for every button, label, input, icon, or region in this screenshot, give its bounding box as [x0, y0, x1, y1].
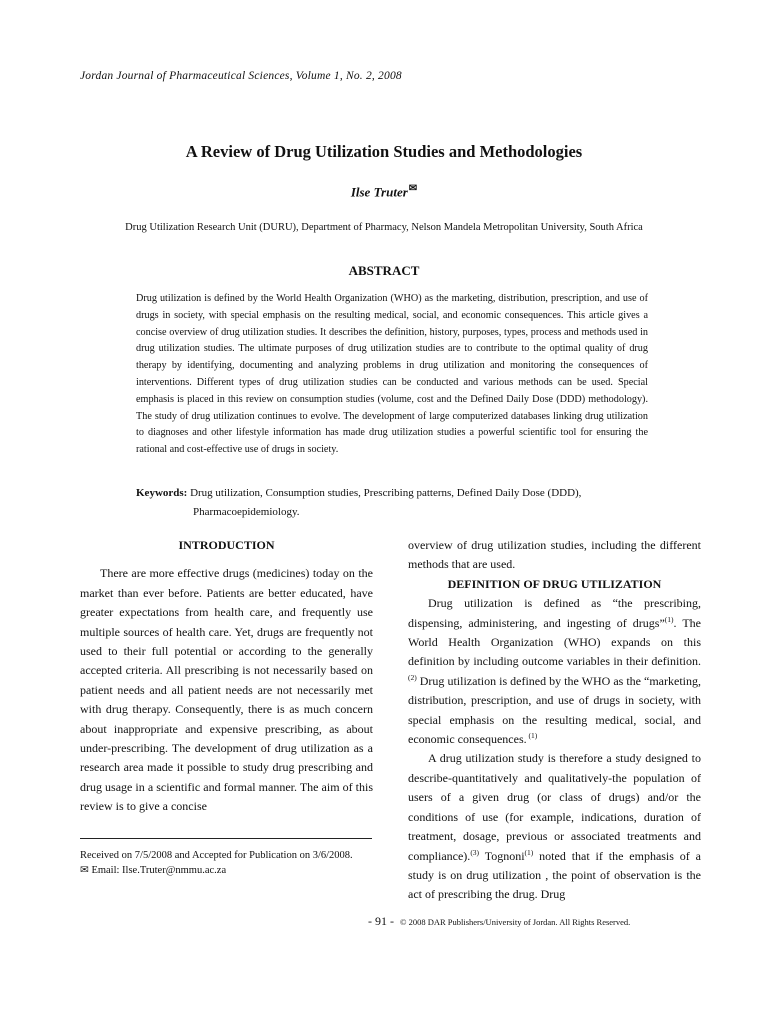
def-p2-text-c: noted that if the emphasis of a study is on drug utilization , the point of observation is the act of prescribing the drug. Drug [408, 848, 701, 902]
mail-icon: ✉ [80, 865, 89, 876]
keywords-label: Keywords: [136, 487, 188, 499]
affiliation: Drug Utilization Research Unit (DURU), Department of Pharmacy, Nelson Mandela Metropolitan University, South Africa [125, 222, 643, 233]
abstract-text: Drug utilization is defined by the World Health Organization (WHO) as the marketing, distribution, prescription, and use of drugs in society, with special emphasis on the resulting medical, social, and economic consequences. This article gives a concise overview of drug utilization studies. It describes the definition, history, purposes, types, process and methods used in drug utilization studies. The ultimate purposes of drug utilization studies are to contribute to the optimal quality of drug therapy by identifying, documenting and analyzing problems in drug utilization and monitoring the consequences of interventions. Different types of drug utilization studies can be conducted and various methods can be used. Special emphasis is placed in this review on consumption studies (volume, cost and the Defined Daily Dose (DDD) methodology). The study of drug utilization continues to evolve. The development of large computerized databases linking drug utilization to diagnoses and other lifestyle information has made drug utilization studies a powerful scientific tool for ensuring the rational and cost-effective use of drugs in society. [136, 293, 648, 456]
footnote-received: Received on 7/5/2008 and Accepted for Publication on 3/6/2008. [80, 850, 353, 861]
definition-heading: DEFINITION OF DRUG UTILIZATION [447, 576, 662, 591]
footnote-email-line [80, 863, 370, 878]
author [0, 183, 768, 200]
page-number: - 91 - [368, 914, 394, 928]
footnote-email: Email: Ilse.Truter@nmmu.ac.za [91, 865, 227, 876]
citation-ref: (1) [664, 614, 674, 624]
footnote-divider [80, 838, 372, 839]
introduction-paragraph: There are more effective drugs (medicines) today on the market than ever before. Patients are better educated, have greater expectations from health care, and frequently use multiple sources of health care. Yet, drugs are frequently not used to their full potential or according to the generally accepted criteria. All prescribing is not necessarily based on patient needs and all patient needs are not necessarily met with drug therapy. Consequently, there is as much concern about inappropriate and expensive prescribing, as about under-prescribing. The development of drug utilization as a research area made it possible to study drug prescribing and drug usage in a scientific and formal manner. The aim of this review is to give a concise [80, 566, 373, 814]
article-title: A Review of Drug Utilization Studies and Methodologies [185, 142, 583, 161]
definition-paragraph-2 [408, 749, 701, 904]
right-column [408, 536, 701, 905]
def-p1-text-b: . The World Health Organization (WHO) expands on this definition by including outcome variables in their definition. [408, 615, 701, 669]
author-name: Ilse Truter [350, 184, 408, 200]
def-p1-text-a: Drug utilization is defined as “the prescribing, dispensing, administering, and ingesting of drugs” [408, 596, 701, 630]
keywords [136, 484, 656, 522]
citation-ref: (2) [408, 672, 417, 682]
mail-icon: ✉ [408, 183, 418, 194]
introduction-heading: INTRODUCTION [178, 538, 275, 552]
citation-ref: (1) [524, 847, 534, 857]
keywords-line-2: Pharmacoepidemiology. [193, 506, 300, 518]
citation-ref: (1) [526, 731, 538, 741]
continued-paragraph: overview of drug utilization studies, including the different methods that are used. [408, 538, 701, 572]
journal-header: Jordan Journal of Pharmaceutical Sciences, Volume 1, No. 2, 2008 [80, 70, 402, 82]
definition-paragraph-1 [408, 594, 701, 749]
def-p2-text-a: A drug utilization study is therefore a study designed to describe-quantitatively and qualitatively-the population of users of a given drug (or class of drugs) and/or the conditions of use (for example, indications, duration of treatment, dosage, previous or associated treatments and compliance). [408, 751, 701, 863]
citation-ref: (3) [470, 847, 480, 857]
keywords-line-1: Drug utilization, Consumption studies, Prescribing patterns, Defined Daily Dose (DDD), [190, 487, 582, 499]
abstract-heading: ABSTRACT [348, 263, 420, 278]
left-column [80, 536, 373, 817]
def-p2-text-b: Tognoni [479, 848, 525, 863]
copyright: © 2008 DAR Publishers/University of Jordan. All Rights Reserved. [400, 917, 631, 927]
footnote [80, 848, 370, 878]
page-footer [368, 914, 630, 929]
def-p1-text-c: Drug utilization is defined by the WHO as the “marketing, distribution, prescription, and use of drugs in society, with special emphasis on the resulting medical, social, and economic consequences. [408, 673, 701, 747]
